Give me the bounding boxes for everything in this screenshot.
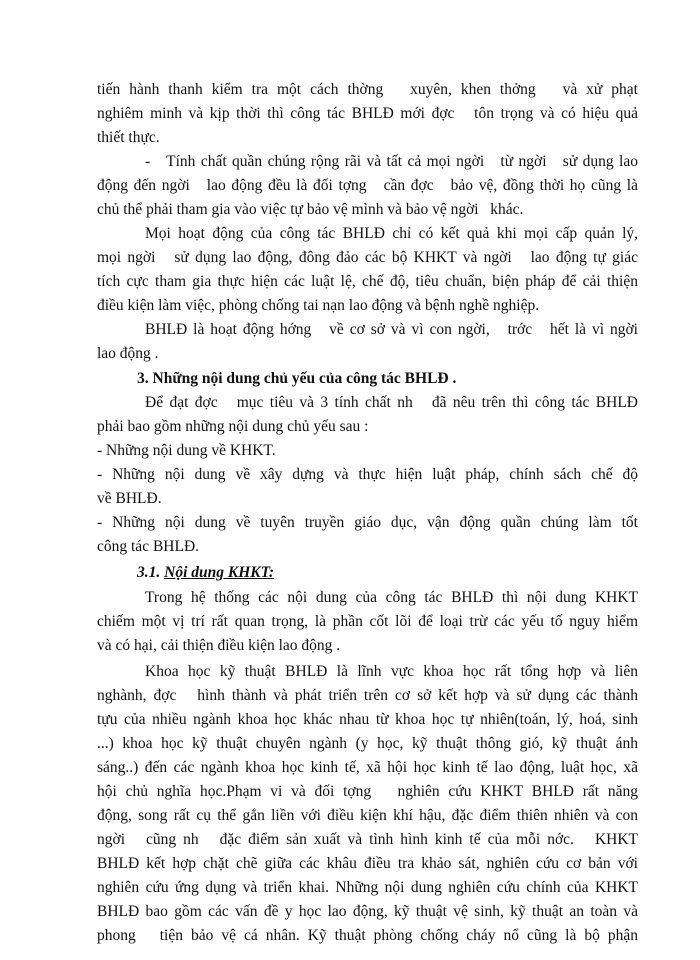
text-line: BHLĐ bao gồm các vấn đề y học lao động, kỹ thuật vệ sinh, kỹ thuật an toàn và — [97, 903, 638, 920]
text-line: hội chủ nghĩa học.Phạm vi và đối tợng nghiên cứu KHKT BHLĐ rất năng — [97, 783, 638, 800]
text-line: động đến ngời lao động đều là đối tợng cần đợc bảo vệ, đồng thời họ cũng là — [97, 177, 638, 194]
text-line: - Tính chất quần chúng rộng rãi và tất cả mọi ngời từ ngời sử dụng lao — [145, 153, 638, 170]
text-line: tích cực tham gia thực hiện các luật lệ, chế độ, tiêu chuẩn, biện pháp để cải thiện — [97, 273, 638, 290]
text-line: động, song rất cụ thể gắn liền với điều kiện khí hậu, đặc điểm thiên nhiên và con — [97, 807, 638, 824]
text-line: phong tiện bảo vệ cá nhân. Kỹ thuật phòng chống cháy nổ cũng là bộ phận — [97, 927, 638, 944]
text-line: phải bao gồm những nội dung chủ yếu sau : — [97, 418, 369, 435]
text-line: nghiêm minh và kịp thời thì công tác BHLĐ mới đợc tôn trọng và có hiệu quả — [97, 105, 638, 122]
text-line: mọi ngời sử dụng lao động, đông đảo các bộ KHKT và ngời lao động tự giác — [97, 249, 638, 266]
text-line: chủ thể phải tham gia vào việc tự bảo vệ mình và bảo vệ ngời khác. — [97, 201, 524, 218]
list-item: - Những nội dung về xây dựng và thực hiện luật pháp, chính sách chế độ — [97, 466, 638, 483]
list-item: công tác BHLĐ. — [97, 538, 200, 555]
list-item: - Những nội dung về tuyên truyền giáo dục, vận động quần chúng làm tốt — [97, 514, 638, 531]
section-heading: 3. Những nội dung chủ yếu của công tác BHLĐ . — [137, 370, 457, 387]
text-line: tựu của nhiều ngành khoa học khác nhau từ khoa học tự nhiên(toán, lý, hoá, sinh — [97, 711, 638, 728]
text-line: và có hại, cải thiện điều kiện lao động . — [97, 637, 341, 654]
text-line: Trong hệ thống các nội dung của công tác BHLĐ thì nội dung KHKT — [145, 589, 638, 606]
text-line: chiếm một vị trí rất quan trọng, là phần cốt lõi để loại trừ các yếu tố nguy hiểm — [97, 613, 638, 630]
subsection-heading — [137, 563, 274, 583]
text-line: lao động . — [97, 345, 159, 362]
text-line: ...) khoa học kỹ thuật chuyên ngành (y học, kỹ thuật thông gió, kỹ thuật ánh — [97, 735, 638, 752]
text-line: Mọi hoạt động của công tác BHLĐ chỉ có kết quả khi mọi cấp quản lý, — [145, 225, 638, 242]
subsection-number: 3.1. — [137, 564, 161, 581]
text-line: thiết thực. — [97, 129, 160, 146]
list-item: - Những nội dung về KHKT. — [97, 442, 276, 459]
text-line: Khoa học kỹ thuật BHLĐ là lĩnh vực khoa học rất tổng hợp và liên — [145, 663, 638, 680]
text-line: điều kiện làm việc, phòng chống tai nạn lao động và bệnh nghề nghiệp. — [97, 297, 540, 314]
subsection-title: Nội dung KHKT: — [164, 564, 275, 581]
text-line: tiến hành thanh kiểm tra một cách thờng xuyên, khen thởng và xử phạt — [97, 81, 638, 98]
text-line: nghành, đợc hình thành và phát triển trên cơ sở kết hợp và sử dụng các thành — [97, 687, 638, 704]
text-line: nghiên cứu ứng dụng và triển khai. Những nội dung nghiên cứu chính của KHKT — [97, 879, 638, 896]
text-line: sáng..) đến các ngành khoa học kinh tế, xã hội học kinh tế lao động, luật học, xã — [97, 759, 638, 776]
list-item: về BHLĐ. — [97, 490, 162, 507]
text-line: Để đạt đợc mục tiêu và 3 tính chất nh đã nêu trên thì công tác BHLĐ — [145, 394, 638, 411]
text-line: ngời cũng nh đặc điểm sản xuất và tình hình kinh tế của mỗi nớc. KHKT — [97, 831, 638, 848]
text-line: BHLĐ là hoạt động hớng về cơ sở và vì con ngời, trớc hết là vì ngời — [145, 321, 638, 338]
text-line: BHLĐ kết hợp chặt chẽ giữa các khâu điều tra khảo sát, nghiên cứu cơ bản với — [97, 855, 638, 872]
